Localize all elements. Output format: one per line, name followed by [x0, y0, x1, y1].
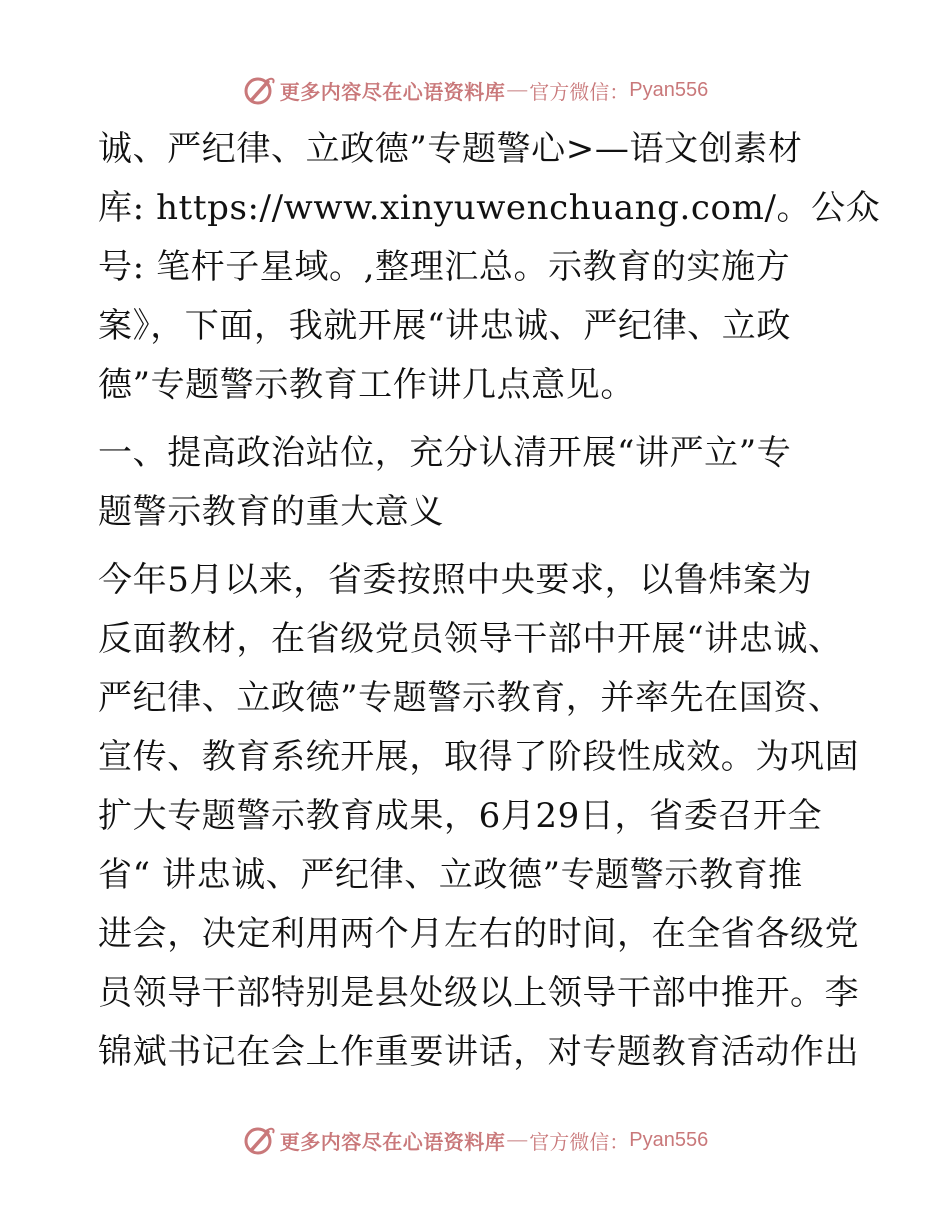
text-line: 省“ 讲忠诚、严纪律、立政德”专题警示教育推 [98, 855, 803, 895]
watermark-separator: — [507, 78, 528, 101]
text-line: 号: 笔杆子星域。,整理汇总。示教育的实施方 [98, 247, 791, 287]
quill-logo-icon [242, 73, 276, 107]
paragraph-intro [98, 120, 881, 415]
text-line: 进会，决定利用两个月左右的时间，在全省各级党 [98, 914, 860, 954]
watermark-account-label: 官方微信： [529, 79, 630, 104]
section-heading [98, 424, 858, 542]
text-line: 诚、严纪律、立政德”专题警心>—语文创素材 [98, 129, 803, 169]
quill-logo-icon [242, 1123, 276, 1157]
text-line: 员领导干部特别是县处级以上领导干部中推开。李 [98, 973, 860, 1013]
text-line: 题警示教育的重大意义 [98, 492, 444, 532]
text-line: 宣传、教育系统开展，取得了阶段性成效。为巩固 [98, 737, 860, 777]
text-line: 一、提高政治站位，充分认清开展“讲严立”专 [98, 433, 792, 473]
watermark-account-id: Pyan556 [629, 1128, 709, 1151]
text-line: 反面教材，在省级党员领导干部中开展“讲忠诚、 [98, 619, 843, 659]
text-line: 锦斌书记在会上作重要讲话，对专题教育活动作出 [98, 1032, 860, 1072]
watermark-main-text: 更多内容尽在心语资料库 [279, 1129, 506, 1154]
footer-watermark [0, 1120, 950, 1160]
text-line: 库: https://www.xinyuwenchuang.com/。公众 [98, 188, 881, 228]
watermark-main-text: 更多内容尽在心语资料库 [279, 79, 506, 104]
header-watermark [0, 70, 950, 110]
text-line: 案》，下面，我就开展“讲忠诚、严纪律、立政 [98, 306, 791, 346]
paragraph-body [98, 551, 858, 1082]
watermark-account-label: 官方微信： [529, 1129, 630, 1154]
document-body [98, 120, 881, 1091]
text-line: 扩大专题警示教育成果，6月29日，省委召开全 [98, 796, 823, 836]
text-line: 严纪律、立政德”专题警示教育，并率先在国资、 [98, 678, 843, 718]
watermark-account-id: Pyan556 [629, 78, 709, 101]
watermark-separator: — [507, 1128, 528, 1151]
text-line: 今年5月以来，省委按照中央要求，以鲁炜案为 [98, 560, 813, 600]
text-line: 德”专题警示教育工作讲几点意见。 [98, 365, 635, 405]
